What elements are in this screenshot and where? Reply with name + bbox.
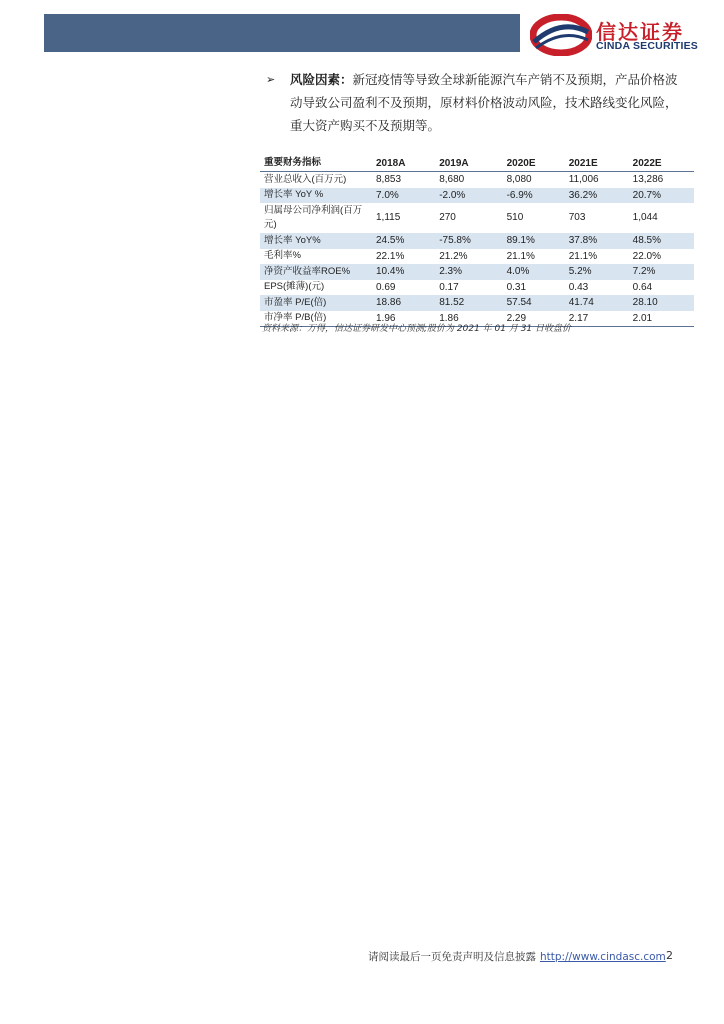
table-cell: 4.0%: [503, 264, 565, 280]
table-cell: 7.0%: [372, 188, 435, 204]
table-cell: 5.2%: [565, 264, 629, 280]
row-label: 增长率 YoY %: [260, 188, 372, 204]
footer-disclaimer: [368, 949, 666, 964]
table-cell: 11,006: [568, 174, 599, 185]
logo-text-cn: 信达证券: [596, 20, 684, 44]
table-cell: 0.31: [506, 281, 527, 293]
table-cell: 22.1%: [376, 250, 405, 262]
logo-text-en: CINDA SECURITIES: [596, 40, 698, 52]
table-row: [260, 188, 694, 204]
table-cell: 1,115: [376, 212, 401, 224]
table-cell: 48.5%: [629, 233, 694, 249]
table-cell: 7.2%: [629, 264, 694, 280]
footer-website-link[interactable]: http://www.cindasc.com: [540, 951, 666, 963]
table-cell: 89.1%: [503, 233, 565, 249]
table-cell: -75.8%: [435, 233, 502, 249]
risk-text: [290, 68, 686, 137]
financial-table: [260, 155, 694, 327]
table-row: [260, 203, 694, 233]
header-cell: 2022E: [632, 157, 662, 169]
risk-factors: [266, 68, 686, 137]
table-header-row: [260, 155, 694, 172]
table-cell: 41.74: [565, 295, 629, 311]
table-cell: 18.86: [372, 295, 435, 311]
table-row: [260, 295, 694, 311]
table-cell: -2.0%: [435, 188, 502, 204]
row-label: 市净率 P/B(倍): [264, 312, 327, 324]
table-row: [260, 280, 694, 296]
table-cell: 21.2%: [439, 250, 468, 262]
table-cell: 0.69: [376, 281, 396, 293]
row-label: 净资产收益率ROE%: [260, 264, 372, 280]
row-label: 营业总收入(百万元): [264, 173, 347, 185]
table-row: [260, 233, 694, 249]
table-cell: 270: [439, 212, 456, 224]
table-cell: 37.8%: [565, 233, 629, 249]
table-source-note: 资料来源：万得，信达证券研发中心预测;股价为 2021 年 01 月 31 日收盘价: [262, 324, 572, 334]
table-cell: 21.1%: [568, 250, 598, 262]
table-row: [260, 264, 694, 280]
table-cell: 2.01: [632, 312, 653, 324]
table-cell: 28.10: [629, 295, 694, 311]
header-cell: 2021E: [568, 157, 598, 169]
table-cell: 703: [568, 212, 586, 224]
footer-disclaimer-text: 请阅读最后一页免责声明及信息披露: [368, 951, 536, 963]
table-cell: 10.4%: [372, 264, 435, 280]
header-cell: 重要财务指标: [264, 157, 322, 168]
risk-label: 风险因素：: [290, 72, 353, 87]
risk-body: 新冠疫情等导致全球新能源汽车产销不及预期，产品价格波动导致公司盈利不及预期，原材料价格波动风险，技术路线变化风险，重大资产购买不及预期等。: [290, 72, 678, 133]
table-cell: 1.96: [376, 312, 396, 324]
row-label: 市盈率 P/E(倍): [260, 295, 372, 311]
table-cell: 2.17: [568, 312, 589, 324]
table-cell: -6.9%: [503, 188, 565, 204]
table-cell: 510: [506, 212, 524, 224]
table-cell: 8,853: [376, 174, 402, 185]
table-cell: 22.0%: [632, 250, 661, 262]
table-cell: 2.29: [506, 312, 527, 324]
header-cell: 2020E: [506, 157, 536, 169]
row-label: 增长率 YoY%: [260, 233, 372, 249]
table-cell: 0.64: [632, 281, 653, 293]
header-cell: 2019A: [439, 157, 469, 169]
table-row: [260, 249, 694, 265]
table-cell: 1,044: [632, 212, 658, 224]
header-cell: 2018A: [376, 157, 406, 169]
row-label: 毛利率%: [264, 250, 301, 262]
table-cell: 0.43: [568, 281, 589, 293]
table-cell: 36.2%: [565, 188, 629, 204]
table-cell: 24.5%: [372, 233, 435, 249]
arrow-bullet-icon: ➢: [266, 73, 276, 86]
header-bar: [44, 14, 520, 52]
table-cell: 13,286: [632, 174, 664, 185]
table-cell: 20.7%: [629, 188, 694, 204]
table-cell: 2.3%: [435, 264, 502, 280]
table-cell: 1.86: [439, 312, 459, 324]
cinda-logo: [530, 14, 710, 56]
row-label: 归属母公司净利润(百万元): [264, 205, 363, 230]
row-label: EPS(摊薄)(元): [264, 281, 325, 293]
table-cell: 8,080: [506, 174, 532, 185]
table-row: [260, 172, 694, 188]
table-cell: 57.54: [503, 295, 565, 311]
table-cell: 81.52: [435, 295, 502, 311]
cinda-logo-icon: [530, 14, 592, 56]
table-cell: 21.1%: [506, 250, 535, 262]
page-number: 2: [666, 949, 673, 962]
table-cell: 8,680: [439, 174, 465, 185]
table-cell: 0.17: [439, 281, 459, 293]
